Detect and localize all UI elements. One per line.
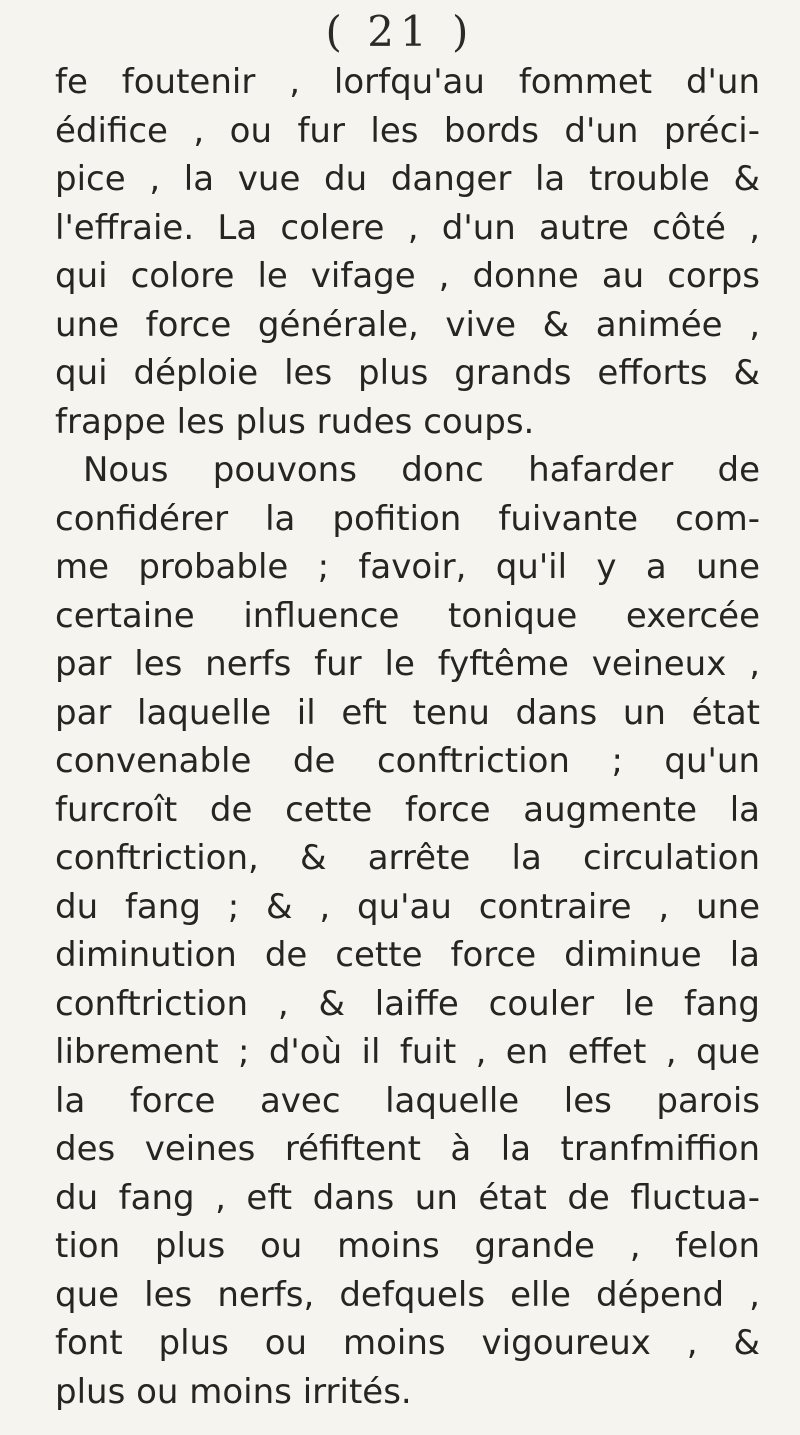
text-line: du fang , eft dans un état de fluctua- <box>55 1177 760 1218</box>
text-line: pice , la vue du danger la trouble & <box>55 159 760 199</box>
text-line: fe foutenir , lorfqu'au fommet d'un <box>55 62 760 102</box>
text-line: par les nerfs fur le fyftême veineux , <box>55 644 760 684</box>
text-line: tion plus ou moins grande , felon <box>55 1226 760 1266</box>
text-line: qui colore le vifage , donne au corps <box>55 256 760 296</box>
page-number: ( 21 ) <box>325 7 475 56</box>
text-line: édifice , ou fur les bords d'un préci- <box>55 110 760 151</box>
paragraph-end-line: plus ou moins irrités. <box>55 1371 412 1412</box>
text-line: confidérer la pofition fuivante com- <box>55 498 760 539</box>
text-line: l'effraie. La colere , d'un autre côté , <box>55 207 760 248</box>
text-line: qui déploie les plus grands efforts & <box>55 353 760 393</box>
text-line: conftriction, & arrête la circulation <box>55 838 760 878</box>
text-line: des veines réfiftent à la tranfmiffion <box>55 1129 760 1169</box>
text-line: furcroît de cette force augmente la <box>55 789 760 830</box>
body-text <box>55 58 760 1416</box>
text-line: par laquelle il eft tenu dans un état <box>55 692 760 733</box>
paragraph-end-line: frappe les plus rudes coups. <box>55 401 535 442</box>
text-line: diminution de cette force diminue la <box>55 935 760 975</box>
text-line: font plus ou moins vigoureux , & <box>55 1323 760 1363</box>
text-line: conftriction , & laiffe couler le fang <box>55 983 760 1024</box>
text-line: convenable de conftriction ; qu'un <box>55 741 760 781</box>
text-line: une force générale, vive & animée , <box>55 304 760 345</box>
text-line: que les nerfs, defquels elle dépend , <box>55 1274 760 1315</box>
text-line: librement ; d'où il fuit , en effet , que <box>55 1032 760 1072</box>
paragraph-start-line: Nous pouvons donc hafarder de <box>83 450 760 490</box>
text-line: la force avec laquelle les parois <box>55 1080 760 1121</box>
text-line: me probable ; favoir, qu'il y a une <box>55 547 760 587</box>
text-line: certaine influence tonique exercée <box>55 595 760 636</box>
text-line: du fang ; & , qu'au contraire , une <box>55 886 760 927</box>
